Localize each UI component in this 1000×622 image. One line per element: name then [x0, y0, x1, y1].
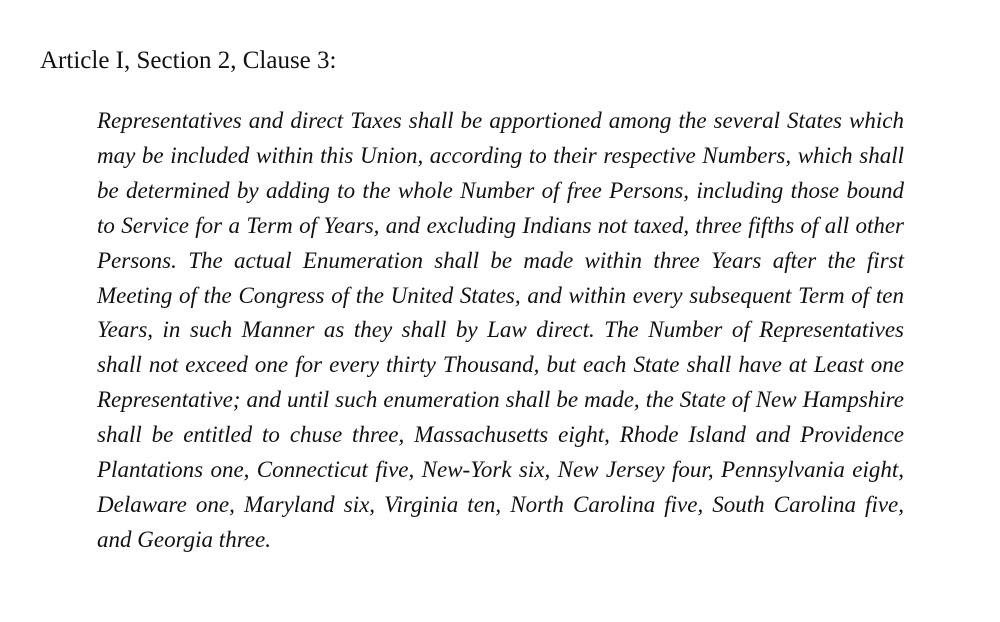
clause-text: Representatives and direct Taxes shall be apportioned among the several States which may be included within this Union, according to their respective Numbers, which shall be determined by adding to the whole Number of free Persons, including those bound to Service for a Term of Years, and excluding Indians not taxed, three fifths of all other Persons. The actual Enumeration shall be made within three Years after the first Meeting of the Congress of the United States, and within every subsequent Term of ten Years, in such Manner as they shall by Law direct. The Number of Representatives shall not exceed one for every thirty Thousand, but each State shall have at Least one Representative; and until such enumeration shall be made, the State of New Hampshire shall be entitled to chuse three, Massachusetts eight, Rhode Island and Providence Plantations one, Connecticut five, New-York six, New Jersey four, Pennsylvania eight, Delaware one, Maryland six, Virginia ten, North Carolina five, South Carolina five, and Georgia three. — [97, 108, 904, 552]
section-heading: Article I, Section 2, Clause 3: — [40, 47, 337, 74]
